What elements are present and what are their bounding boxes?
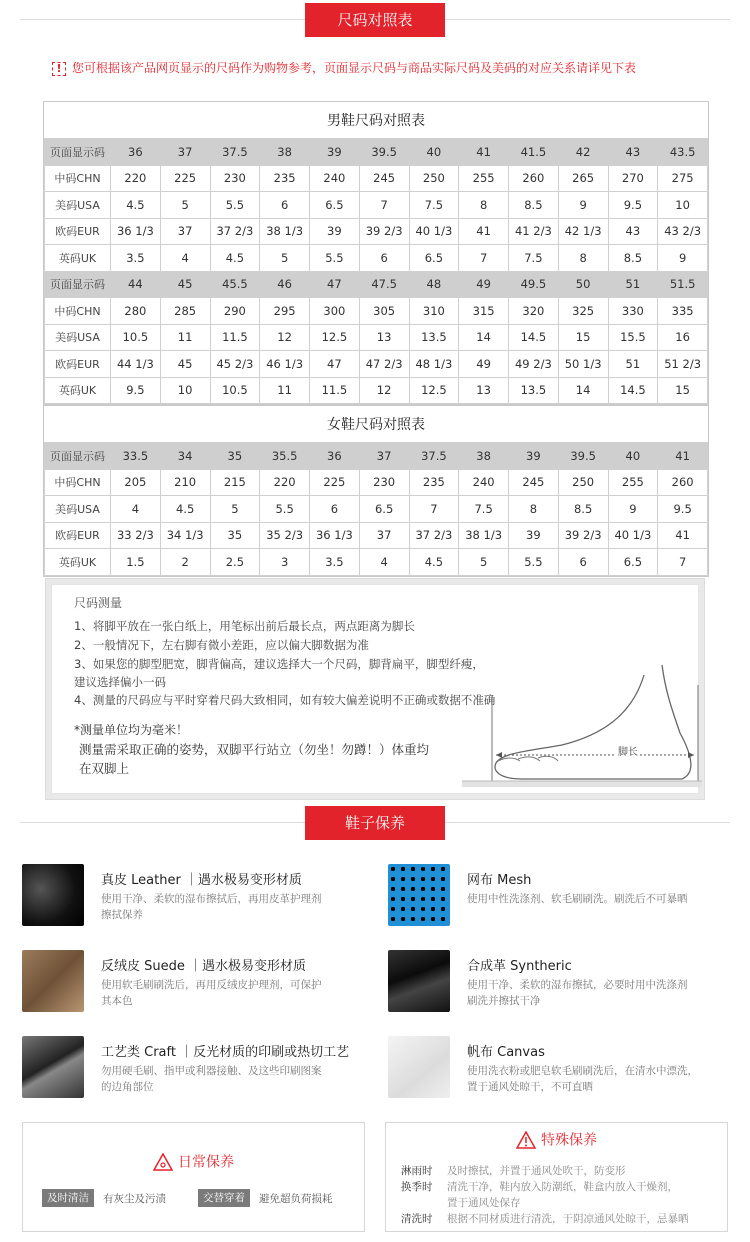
size-cell: 6.5 [359,496,409,523]
size-cell: 39 2/3 [359,218,409,245]
size-cell: 6.5 [310,192,360,219]
daily-pill-clean: 及时清洁 [42,1189,94,1207]
size-cell: 33.5 [111,443,161,470]
size-cell: 260 [509,165,559,192]
size-cell: 255 [608,469,658,496]
size-cell: 43 [608,139,658,166]
size-cell: 14 [459,324,509,351]
size-cell: 41 [658,443,708,470]
canvas-swatch-icon [388,1036,450,1098]
size-cell: 39 2/3 [558,522,608,549]
care-item-name: 工艺类 Craft ｜反光材质的印刷或热切工艺 [101,1045,350,1060]
row-header-cell: 中码CHN [45,298,111,325]
row-header-cell: 美码USA [45,324,111,351]
size-cell: 215 [210,469,260,496]
size-cell: 1.5 [111,549,161,576]
size-cell: 35 [210,522,260,549]
row-header-cell: 中码CHN [45,469,111,496]
size-cell: 45.5 [210,271,260,298]
size-cell: 14 [558,377,608,404]
size-cell: 240 [459,469,509,496]
size-cell: 270 [608,165,658,192]
size-cell: 43.5 [658,139,708,166]
size-cell: 50 1/3 [558,351,608,378]
men-table-title: 男鞋尺码对照表 [327,113,425,129]
size-cell: 4.5 [160,496,210,523]
size-cell: 8 [509,496,559,523]
size-cell: 49 2/3 [509,351,559,378]
size-cell: 260 [658,469,708,496]
size-cell: 3 [260,549,310,576]
size-cell: 5.5 [509,549,559,576]
size-cell: 46 1/3 [260,351,310,378]
size-cell: 44 1/3 [111,351,161,378]
size-cell: 12.5 [310,324,360,351]
table-row [45,298,708,325]
size-cell: 280 [111,298,161,325]
table-row [45,496,708,523]
care-item-desc: 勿用硬毛刷、指甲或利器接触、及这些印刷图案 的边角部位 [101,1065,322,1093]
size-cell: 42 1/3 [558,218,608,245]
daily-care-box [22,1122,365,1232]
size-cell: 11.5 [210,324,260,351]
row-header-cell: 页面显示码 [45,271,111,298]
size-cell: 240 [310,165,360,192]
size-cell: 12 [359,377,409,404]
size-cell: 49.5 [509,271,559,298]
size-cell: 2 [160,549,210,576]
size-cell: 40 [409,139,459,166]
size-cell: 4.5 [111,192,161,219]
mesh-swatch-icon [388,864,450,926]
size-cell: 4.5 [210,245,260,272]
special-row: 清洗时 根据不同材质进行清洗，于阴凉通风处晾干，忌暴晒 [401,1213,689,1225]
size-cell: 51.5 [658,271,708,298]
size-cell: 41.5 [509,139,559,166]
care-item-name: 真皮 Leather ｜遇水极易变形材质 [101,873,302,888]
table-row [45,271,708,298]
size-cell: 9.5 [111,377,161,404]
size-cell: 41 [459,139,509,166]
size-cell: 6 [558,549,608,576]
notice [52,59,712,76]
measure-title: 尺码测量 [74,596,123,610]
row-header-cell: 英码UK [45,377,111,404]
row-header-cell: 英码UK [45,549,111,576]
warning-triangle-icon [153,1153,173,1171]
leather-swatch-icon [22,864,84,926]
size-cell: 47 [310,351,360,378]
measure-panel [45,578,705,800]
size-cell: 34 1/3 [160,522,210,549]
size-cell: 5 [260,245,310,272]
size-cell: 8.5 [558,496,608,523]
size-cell: 40 1/3 [608,522,658,549]
suede-swatch-icon [22,950,84,1012]
daily-text-clean: 有灰尘及污渍 [103,1193,166,1205]
daily-care-title: 日常保养 [178,1154,235,1171]
size-cell: 290 [210,298,260,325]
size-cell: 39 [509,522,559,549]
row-header-cell: 美码USA [45,192,111,219]
care-item-desc: 使用干净、柔软的湿布擦拭后，再用皮革护理剂 擦拭保养 [101,893,322,921]
size-cell: 330 [608,298,658,325]
size-cell: 14.5 [608,377,658,404]
special-row: 换季时 清洗干净，鞋内放入防潮纸，鞋盒内放入干燥剂， [401,1181,678,1193]
care-item-desc: 使用软毛刷刷洗后，再用反绒皮护理剂，可保护 其本色 [101,979,322,1007]
size-cell: 13.5 [409,324,459,351]
size-cell: 5 [459,549,509,576]
size-chart-banner [0,3,750,37]
measure-unit-note: *测量单位均为毫米！ [74,723,189,737]
size-cell: 36 1/3 [111,218,161,245]
size-cell: 47 [310,271,360,298]
size-cell: 11 [260,377,310,404]
size-cell: 49 [459,351,509,378]
size-cell: 37 [359,522,409,549]
size-cell: 9.5 [608,192,658,219]
table-row [45,165,708,192]
care-item-desc: 使用洗衣粉或肥皂软毛刷刷洗后，在清水中漂洗， 置于通风处晾干，不可直晒 [467,1065,698,1093]
size-cell: 35 [210,443,260,470]
care-item-name: 合成革 Syntheric [467,959,572,974]
size-cell: 5 [160,192,210,219]
size-cell: 7 [658,549,708,576]
size-cell: 13.5 [509,377,559,404]
size-cell: 3.5 [310,549,360,576]
measure-line: 建议选择偏小一码 [74,675,166,689]
table-row [45,192,708,219]
size-cell: 295 [260,298,310,325]
size-cell: 43 2/3 [658,218,708,245]
size-cell: 41 [459,218,509,245]
size-cell: 235 [260,165,310,192]
size-cell: 44 [111,271,161,298]
size-cell: 8.5 [608,245,658,272]
size-cell: 220 [111,165,161,192]
size-cell: 8 [459,192,509,219]
special-row: 置于通风处保存 [447,1197,521,1209]
craft-swatch-icon [22,1036,84,1098]
table-row [45,522,708,549]
size-cell: 6 [310,496,360,523]
care-banner [0,806,750,840]
size-cell: 6.5 [608,549,658,576]
size-cell: 250 [558,469,608,496]
care-item-desc: 使用干净、柔软的湿布擦拭，必要时用中洗涤剂 刷洗并擦拭干净 [467,979,688,1007]
table-row [45,324,708,351]
table-row [45,218,708,245]
size-cell: 36 [111,139,161,166]
size-cell: 39.5 [359,139,409,166]
size-cell: 235 [409,469,459,496]
size-cell: 40 [608,443,658,470]
size-cell: 15 [658,377,708,404]
size-cell: 5.5 [310,245,360,272]
size-cell: 38 [260,139,310,166]
size-cell: 37.5 [409,443,459,470]
size-cell: 39 [310,218,360,245]
size-cell: 45 2/3 [210,351,260,378]
measure-posture-note-2: 在双脚上 [79,761,130,776]
size-cell: 305 [359,298,409,325]
special-care-header [386,1129,727,1150]
size-cell: 38 1/3 [260,218,310,245]
size-cell: 39.5 [558,443,608,470]
size-cell: 34 [160,443,210,470]
table-row [45,443,708,470]
size-cell: 220 [260,469,310,496]
size-cell: 7 [459,245,509,272]
size-cell: 3.5 [111,245,161,272]
row-header-cell: 页面显示码 [45,139,111,166]
size-cell: 9 [658,245,708,272]
size-cell: 47.5 [359,271,409,298]
table-row [45,549,708,576]
size-cell: 51 [608,351,658,378]
size-cell: 10.5 [111,324,161,351]
size-cell: 6.5 [409,245,459,272]
warning-triangle-icon [516,1131,536,1149]
measure-line: 3、如果您的脚型肥宽，脚背偏高，建议选择大一个尺码，脚背扁平，脚型纤瘦， [74,657,484,671]
row-header-cell: 中码CHN [45,165,111,192]
size-cell: 40 1/3 [409,218,459,245]
size-cell: 38 [459,443,509,470]
size-cell: 245 [359,165,409,192]
size-cell: 50 [558,271,608,298]
size-cell: 13 [359,324,409,351]
size-cell: 230 [210,165,260,192]
men-size-table [43,101,709,405]
row-header-cell: 欧码EUR [45,522,111,549]
women-table-title: 女鞋尺码对照表 [327,417,425,433]
warning-icon: ! [52,62,66,76]
size-cell: 245 [509,469,559,496]
row-header-cell: 美码USA [45,496,111,523]
size-cell: 37 [160,139,210,166]
size-cell: 10 [658,192,708,219]
size-cell: 8.5 [509,192,559,219]
size-cell: 11.5 [310,377,360,404]
size-cell: 36 [310,443,360,470]
size-cell: 16 [658,324,708,351]
size-cell: 300 [310,298,360,325]
measure-posture-note: 测量需采取正确的姿势，双脚平行站立（勿坐！勿蹲！）体重均 [79,742,430,757]
size-cell: 210 [160,469,210,496]
size-cell: 36 1/3 [310,522,360,549]
care-item-name: 帆布 Canvas [467,1045,545,1060]
size-cell: 5.5 [210,192,260,219]
size-cell: 37 2/3 [409,522,459,549]
size-cell: 38 1/3 [459,522,509,549]
size-cell: 5.5 [260,496,310,523]
daily-text-alternate: 避免超负荷损耗 [259,1193,333,1205]
size-cell: 10.5 [210,377,260,404]
size-cell: 8 [558,245,608,272]
size-cell: 7 [409,496,459,523]
size-cell: 46 [260,271,310,298]
daily-pill-alternate: 交替穿着 [198,1189,250,1207]
size-cell: 45 [160,351,210,378]
size-cell: 225 [310,469,360,496]
women-table-grid [44,442,708,576]
special-row: 淋雨时 及时擦拭，并置于通风处吹干，防变形 [401,1165,626,1177]
size-cell: 265 [558,165,608,192]
size-cell: 205 [111,469,161,496]
size-cell: 48 [409,271,459,298]
size-cell: 41 [658,522,708,549]
measure-line: 2、一般情况下，左右脚有微小差距，应以偏大脚数据为准 [74,638,369,652]
size-cell: 11 [160,324,210,351]
size-cell: 7.5 [409,192,459,219]
size-cell: 230 [359,469,409,496]
size-cell: 250 [409,165,459,192]
table-row [45,377,708,404]
size-cell: 225 [160,165,210,192]
measure-line: 4、测量的尺码应与平时穿着尺码大致相同，如有较大偏差说明不正确或数据不准确 [74,693,496,707]
size-cell: 10 [160,377,210,404]
size-cell: 275 [658,165,708,192]
size-cell: 41 2/3 [509,218,559,245]
size-cell: 12 [260,324,310,351]
size-cell: 9.5 [658,496,708,523]
size-cell: 33 2/3 [111,522,161,549]
size-cell: 51 [608,271,658,298]
size-cell: 4 [111,496,161,523]
size-cell: 255 [459,165,509,192]
table-row [45,245,708,272]
table-row [45,469,708,496]
size-cell: 48 1/3 [409,351,459,378]
size-cell: 37 [160,218,210,245]
size-cell: 7 [359,192,409,219]
table-row [45,139,708,166]
size-cell: 37.5 [210,139,260,166]
table-row [45,351,708,378]
size-cell: 325 [558,298,608,325]
care-title: 鞋子保养 [305,806,445,840]
size-cell: 12.5 [409,377,459,404]
men-table-grid [44,138,708,404]
size-cell: 9 [608,496,658,523]
size-cell: 45 [160,271,210,298]
size-cell: 335 [658,298,708,325]
size-cell: 35.5 [260,443,310,470]
size-cell: 4.5 [409,549,459,576]
size-cell: 7.5 [509,245,559,272]
size-cell: 285 [160,298,210,325]
size-cell: 5 [210,496,260,523]
measure-line: 1、将脚平放在一张白纸上，用笔标出前后最长点，两点距离为脚长 [74,619,415,633]
row-header-cell: 欧码EUR [45,351,111,378]
size-cell: 9 [558,192,608,219]
special-care-title: 特殊保养 [541,1132,598,1149]
care-item-name: 网布 Mesh [467,873,532,888]
size-cell: 35 2/3 [260,522,310,549]
size-cell: 43 [608,218,658,245]
row-header-cell: 页面显示码 [45,443,111,470]
size-cell: 7.5 [459,496,509,523]
special-care-box [385,1122,728,1232]
size-cell: 39 [310,139,360,166]
size-cell: 310 [409,298,459,325]
size-cell: 37 2/3 [210,218,260,245]
size-cell: 39 [509,443,559,470]
size-cell: 6 [359,245,409,272]
care-item-desc: 使用中性洗涤剂、软毛刷刷洗。刷洗后不可暴晒 [467,893,688,905]
size-cell: 6 [260,192,310,219]
size-cell: 315 [459,298,509,325]
care-item-name: 反绒皮 Suede ｜遇水极易变形材质 [101,959,307,974]
size-chart-title: 尺码对照表 [305,3,445,37]
size-cell: 51 2/3 [658,351,708,378]
foot-length-label: 脚长 [616,743,640,758]
size-cell: 14.5 [509,324,559,351]
size-cell: 320 [509,298,559,325]
daily-care-header [23,1151,364,1172]
size-cell: 4 [160,245,210,272]
row-header-cell: 欧码EUR [45,218,111,245]
row-header-cell: 英码UK [45,245,111,272]
size-cell: 2.5 [210,549,260,576]
notice-text: 您可根据该产品网页显示的尺码作为购物参考，页面显示尺码与商品实际尺码及美码的对应关系请详见下表 [72,61,637,75]
size-cell: 4 [359,549,409,576]
size-cell: 13 [459,377,509,404]
synthetic-swatch-icon [388,950,450,1012]
size-cell: 15 [558,324,608,351]
women-size-table [43,405,709,577]
size-cell: 49 [459,271,509,298]
size-cell: 15.5 [608,324,658,351]
size-cell: 47 2/3 [359,351,409,378]
size-cell: 37 [359,443,409,470]
foot-diagram-icon [452,655,702,790]
size-cell: 42 [558,139,608,166]
